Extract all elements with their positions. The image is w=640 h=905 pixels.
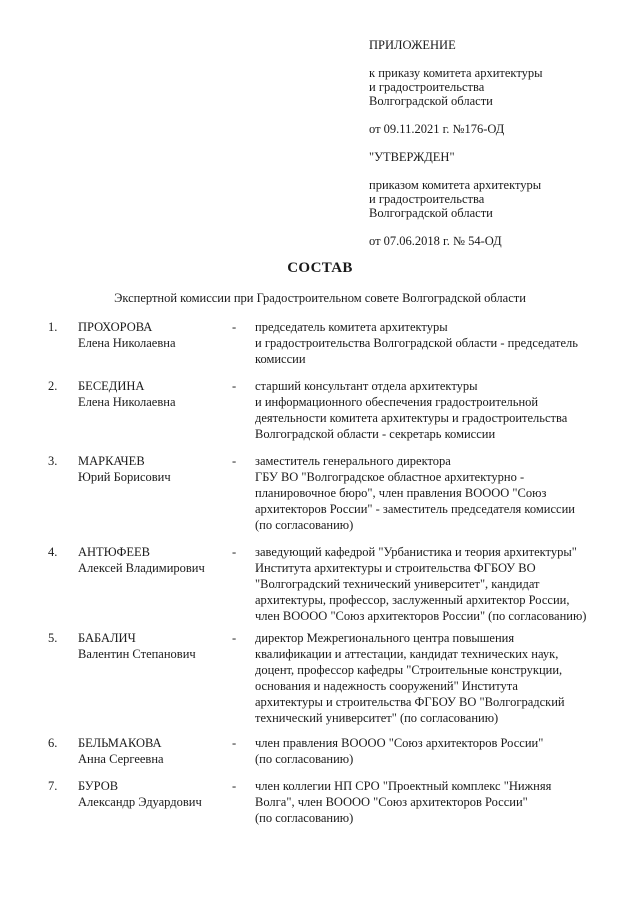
- approved-date: от 07.06.2018 г. № 54-ОД: [369, 234, 502, 248]
- member-number: 6.: [48, 736, 58, 750]
- member-role: заведующий кафедрой "Урбанистика и теория архитектуры" Института архитектуры и строительства ФГБОУ ВО "Волгоградский технический университет", кандидат архитектуры, профессор, заслуженный архитектор России, член ВООOO "Союз архитекторов России" (по согласованию): [255, 545, 587, 623]
- member-name: ПРОХОРОВА Елена Николаевна: [78, 320, 176, 350]
- approved-by: приказом комитета архитектуры и градостроительства Волгоградской области: [369, 178, 542, 220]
- dash: -: [232, 320, 237, 334]
- member-number: 3.: [48, 454, 58, 468]
- appendix-date: от 09.11.2021 г. №176-ОД: [369, 122, 505, 136]
- dash: -: [232, 379, 237, 393]
- member-number: 5.: [48, 631, 58, 645]
- appendix-title: ПРИЛОЖЕНИЕ: [369, 38, 456, 52]
- member-name: МАРКАЧЕВ Юрий Борисович: [78, 454, 171, 484]
- member-role: старший консультант отдела архитектуры и информационного обеспечения градостроительной деятельности комитета архитектуры и градостроительства Волгоградской области - секретарь комиссии: [255, 379, 568, 441]
- member-name: БАБАЛИЧ Валентин Степанович: [78, 631, 196, 661]
- dash: -: [232, 545, 237, 559]
- appendix-header: [369, 38, 629, 248]
- member-role: директор Межрегионального центра повышения квалификации и аттестации, кандидат технических наук, доцент, профессор кафедры "Строительные конструкции, основания и надежность сооружений" Института архитектуры и строительства ФГБОУ ВО "Волгоградский технический университет" (по согласованию): [255, 631, 565, 725]
- dash: -: [232, 631, 237, 645]
- dash: -: [232, 454, 237, 468]
- member-name: БЕСЕДИНА Елена Николаевна: [78, 379, 176, 409]
- appendix-to: к приказу комитета архитектуры и градостроительства Волгоградской области: [369, 66, 543, 108]
- member-name: БУРОВ Александр Эдуардович: [78, 779, 202, 809]
- member-role: заместитель генерального директора ГБУ ВО "Волгоградское областное архитектурно - планировочное бюро", член правления ВООOO "Союз архитекторов России" - заместитель председателя комиссии (по согласованию): [255, 454, 575, 532]
- member-role: член правления ВООOO "Союз архитекторов России" (по согласованию): [255, 736, 544, 766]
- member-number: 1.: [48, 320, 58, 334]
- dash: -: [232, 779, 237, 793]
- document-title: СОСТАВ: [287, 260, 353, 276]
- approved-label: "УТВЕРЖДЕН": [369, 150, 455, 164]
- document-subtitle: Экспертной комиссии при Градостроительном совете Волгоградской области: [114, 291, 526, 305]
- member-number: 2.: [48, 379, 58, 393]
- member-role: член коллегии НП СРО "Проектный комплекс "Нижняя Волга", член ВООOO "Союз архитекторов России" (по согласованию): [255, 779, 552, 825]
- member-name: АНТЮФЕЕВ Алексей Владимирович: [78, 545, 205, 575]
- dash: -: [232, 736, 237, 750]
- member-number: 4.: [48, 545, 58, 559]
- member-number: 7.: [48, 779, 58, 793]
- member-name: БЕЛЬМАКОВА Анна Сергеевна: [78, 736, 164, 766]
- member-role: председатель комитета архитектуры и градостроительства Волгоградской области - председатель комиссии: [255, 320, 578, 366]
